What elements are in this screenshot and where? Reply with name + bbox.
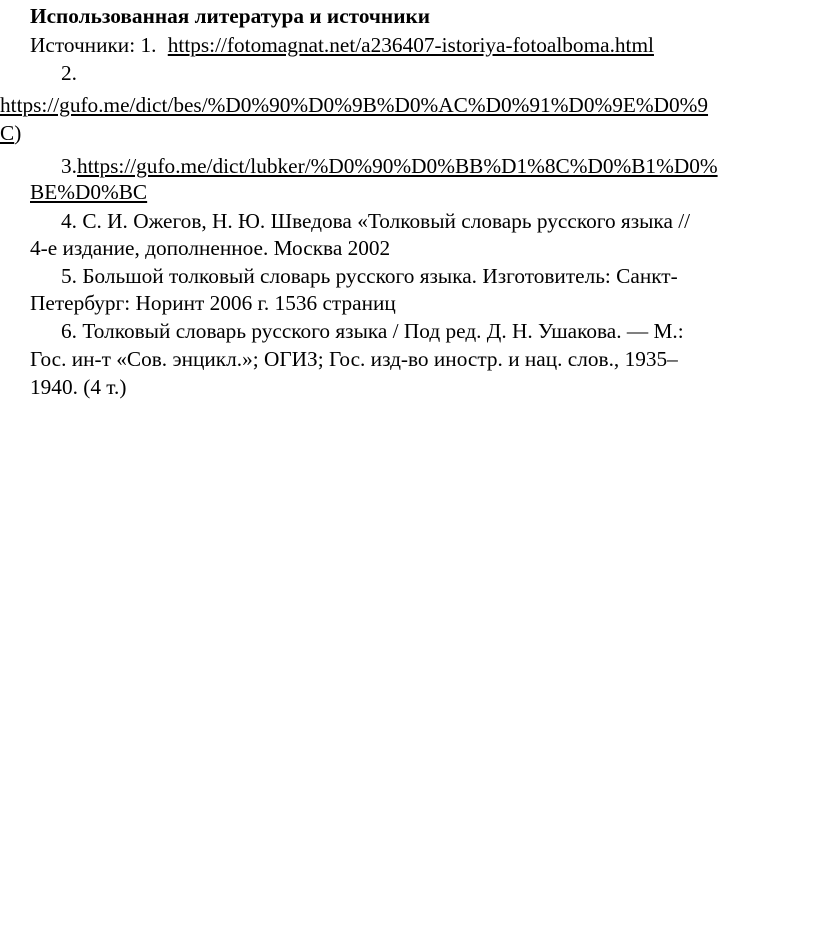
source-item-6 (61, 317, 684, 345)
source-item-4-continued: 4-е издание, дополненное. Москва 2002 (30, 236, 391, 260)
item-text: С. И. Ожегов, Н. Ю. Шведова «Толковый словарь русского языка // (82, 209, 691, 233)
source-item-3-continued (30, 178, 147, 206)
source-link-3[interactable]: https://gufo.me/dict/lubker/%D0%90%D0%BB%D1%8C%D0%B1%D0% (76, 154, 718, 178)
item-text: Толковый словарь русского языка / Под ред. Д. Н. Ушакова. — М.: (82, 319, 684, 343)
source-item-4 (61, 207, 690, 235)
item-number: 1. (140, 33, 157, 57)
source-item-6-continued-2: 1940. (4 т.) (30, 375, 127, 399)
source-link-2-end[interactable]: C (0, 121, 15, 145)
item-number: 3. (61, 154, 77, 178)
item-number: 5. (61, 264, 77, 288)
source-item-3 (61, 152, 718, 180)
source-item-2-continued (0, 119, 21, 147)
source-link-3-end[interactable]: BE%D0%BC (30, 180, 148, 204)
closing-paren: ) (14, 121, 22, 145)
source-item-2 (0, 91, 708, 119)
item-number: 4. (61, 209, 77, 233)
source-item-1 (30, 31, 654, 59)
sources-label: Источники: (30, 33, 136, 57)
item-number: 2. (61, 61, 77, 85)
source-link-2[interactable]: https://gufo.me/dict/bes/%D0%90%D0%9B%D0%AC%D0%91%D0%9E%D0%9 (0, 93, 709, 117)
source-link-1[interactable]: https://fotomagnat.net/a236407-istoriya-fotoalboma.html (167, 33, 654, 57)
item-text: Большой толковый словарь русского языка. Изготовитель: Санкт- (82, 264, 678, 288)
source-item-5 (61, 262, 678, 290)
page-title: Использованная литература и источники (30, 4, 431, 28)
item-number: 6. (61, 319, 77, 343)
source-item-5-continued: Петербург: Норинт 2006 г. 1536 страниц (30, 291, 396, 315)
source-item-6-continued: Гос. ин-т «Сов. энцикл.»; ОГИЗ; Гос. изд-во иностр. и нац. слов., 1935– (30, 347, 678, 371)
